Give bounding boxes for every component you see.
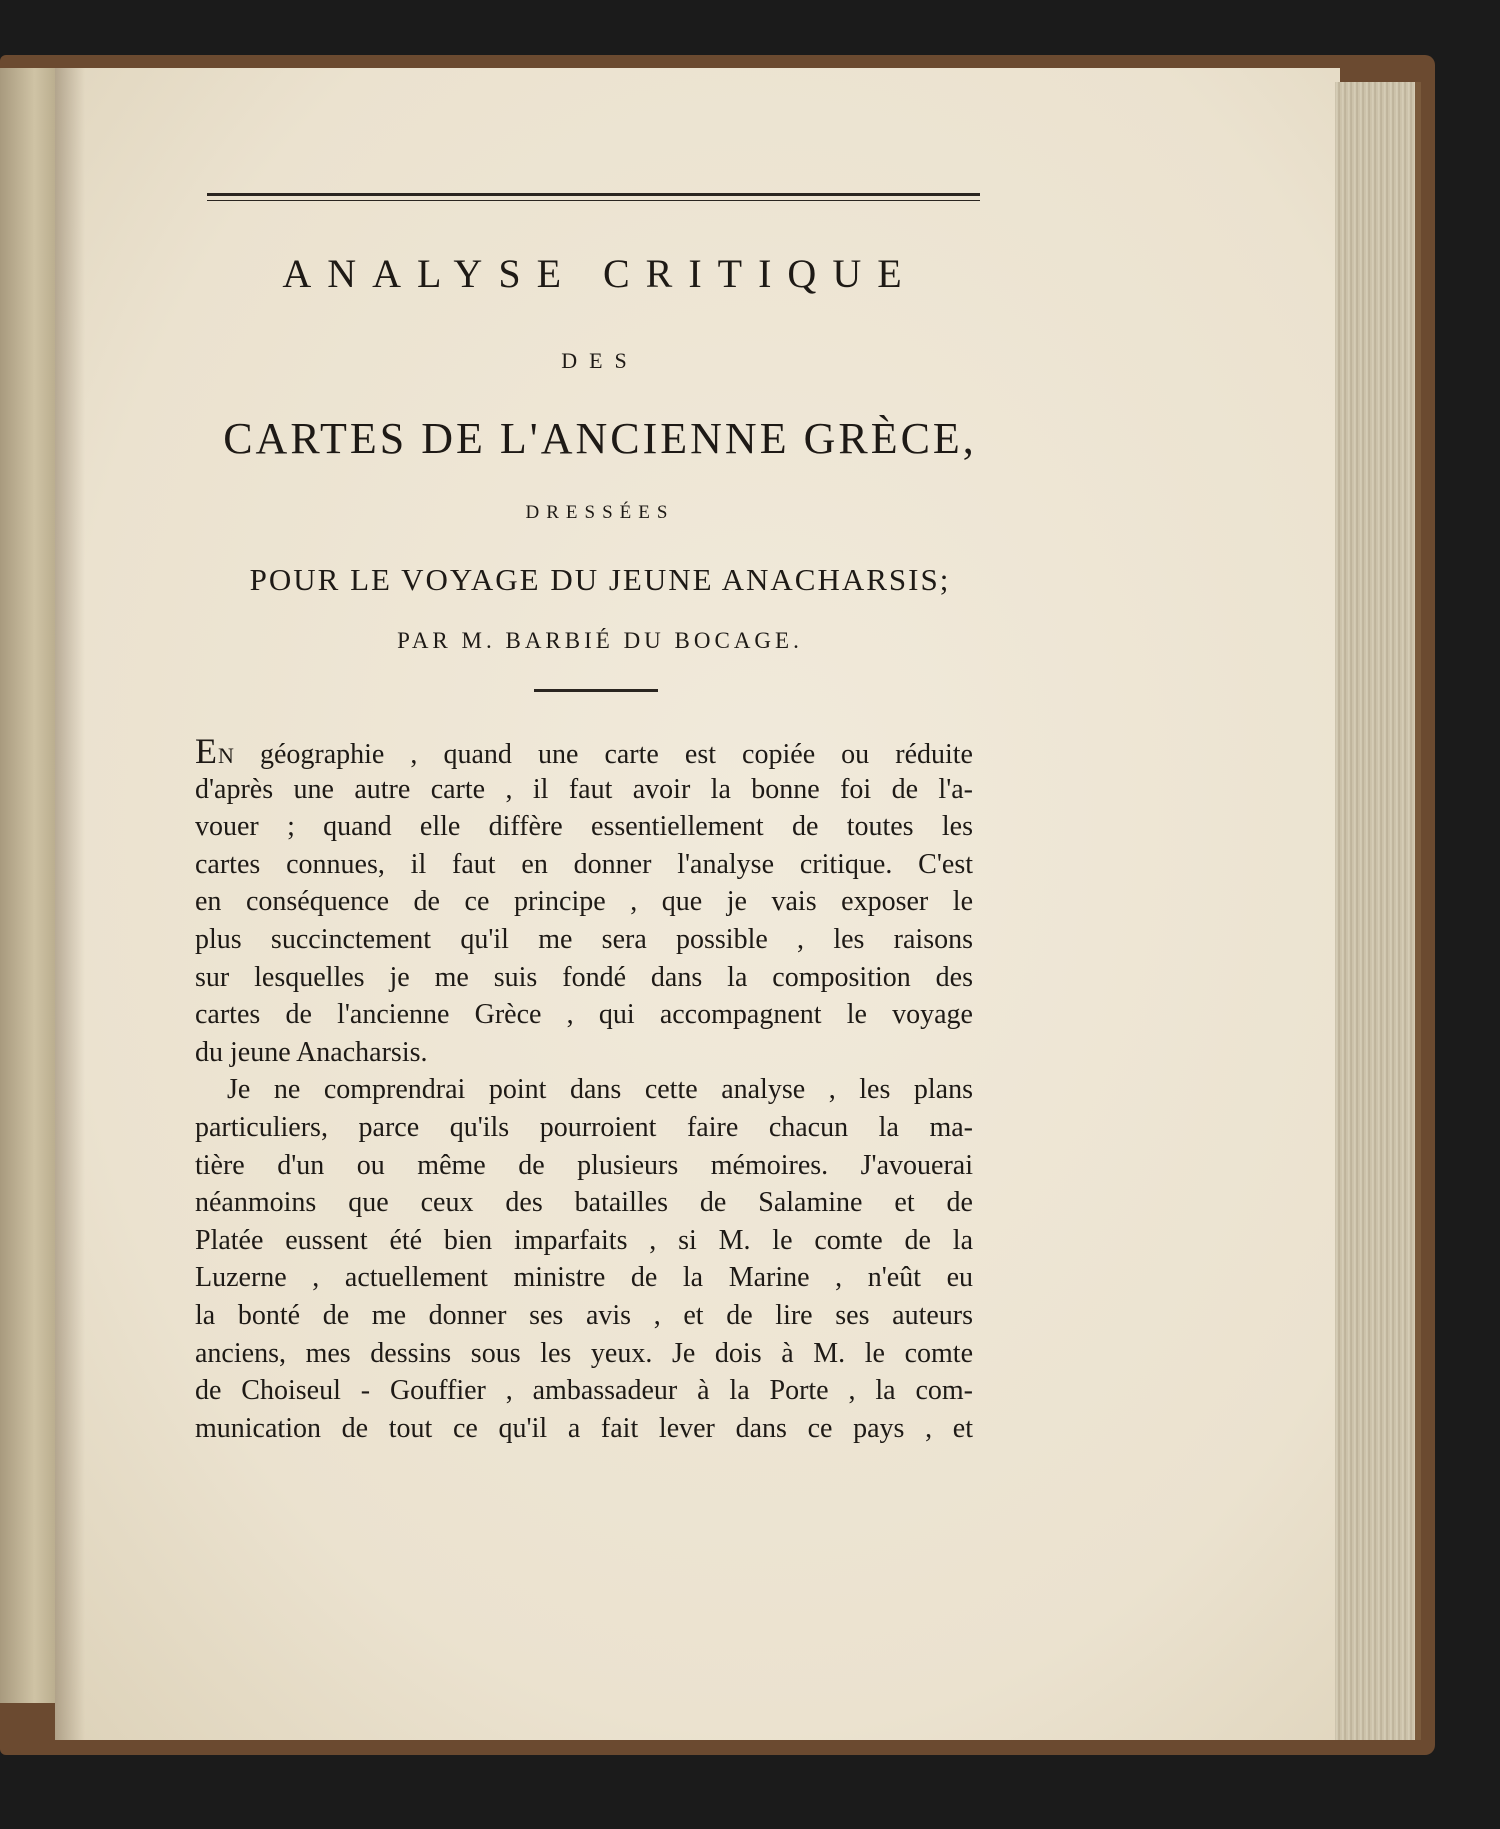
- top-rule: [207, 193, 980, 196]
- text-line: plus succinctement qu'il me sera possible , les raisons: [195, 923, 973, 955]
- text-line: munication de tout ce qu'il a fait lever dans ce pays , et: [195, 1412, 973, 1444]
- top-rule-thin: [207, 200, 980, 201]
- text-line: vouer ; quand elle diffère essentiellement de toutes les: [195, 811, 973, 843]
- text-line: sur lesquelles je me suis fondé dans la composition des: [195, 961, 973, 993]
- title-author: PAR M. BARBIÉ DU BOCAGE.: [397, 628, 803, 653]
- text-line: d'après une autre carte , il faut avoir la bonne foi de l'a-: [195, 773, 973, 805]
- text-line-rest: géographie , quand une carte est copiée ou réduite: [233, 739, 973, 770]
- body-text: [195, 733, 973, 1447]
- text-line: de Choiseul - Gouffier , ambassadeur à la Porte , la com-: [195, 1375, 973, 1407]
- title-des: DES: [561, 348, 639, 373]
- text-line: Platée eussent été bien imparfaits , si M. le comte de la: [195, 1224, 973, 1256]
- text-line: cartes de l'ancienne Grèce , qui accompagnent le voyage: [195, 999, 973, 1031]
- title-for-work: POUR LE VOYAGE DU JEUNE ANACHARSIS;: [249, 562, 951, 597]
- title-subject: CARTES DE L'ANCIENNE GRÈCE,: [223, 414, 977, 463]
- drop-cap-e: E: [195, 731, 218, 771]
- text-line: néanmoins que ceux des batailles de Salamine et de: [195, 1187, 973, 1219]
- text-line: Luzerne , actuellement ministre de la Marine , n'eût eu: [195, 1262, 973, 1294]
- text-line: cartes connues, il faut en donner l'analyse critique. C'est: [195, 848, 973, 880]
- text-line: la bonté de me donner ses avis , et de lire ses auteurs: [195, 1299, 973, 1331]
- text-line: anciens, mes dessins sous les yeux. Je dois à M. le comte: [195, 1337, 973, 1369]
- text-line: particuliers, parce qu'ils pourroient faire chacun la ma-: [195, 1111, 973, 1143]
- text-line: [195, 733, 973, 771]
- text-line: Je ne comprendrai point dans cette analyse , les plans: [227, 1074, 973, 1106]
- text-line: du jeune Anacharsis.: [195, 1036, 428, 1068]
- text-line: tière d'un ou même de plusieurs mémoires. J'avouerai: [195, 1149, 973, 1181]
- title-dressees: DRESSÉES: [525, 502, 675, 523]
- small-cap-n: N: [218, 743, 234, 768]
- section-rule: [534, 689, 658, 692]
- text-line: en conséquence de ce principe , que je vais exposer le: [195, 886, 973, 918]
- title-analyse-critique: ANALYSE CRITIQUE: [282, 251, 918, 296]
